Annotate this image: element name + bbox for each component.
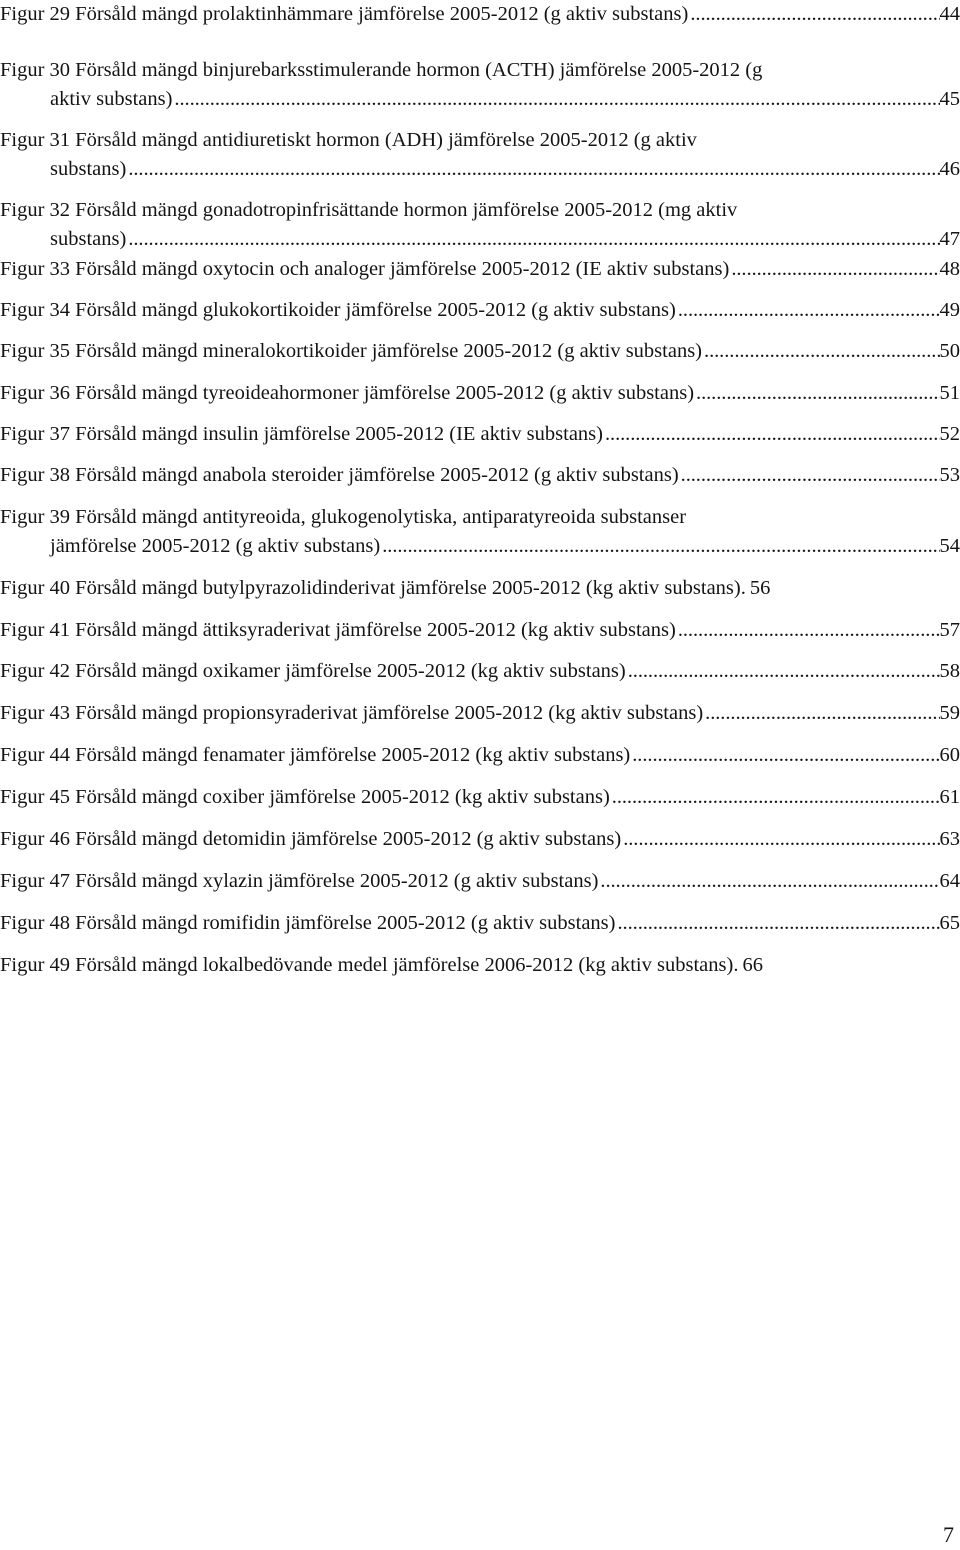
toc-dot-leader: [694, 379, 939, 407]
toc-entry-continuation-line: [0, 225, 960, 253]
toc-dot-leader: [630, 741, 939, 769]
toc-entry-page: 61: [939, 786, 960, 808]
toc-entry-title: Figur 29 Försåld mängd prolaktinhämmare jämförelse 2005-2012 (g aktiv substans): [0, 3, 689, 25]
toc-entry-title: Figur 36 Försåld mängd tyreoideahormoner jämförelse 2005-2012 (g aktiv substans): [0, 382, 695, 404]
toc-entry-page: 65: [939, 912, 960, 934]
toc-entry-page: 46: [939, 158, 960, 180]
toc-entry-title: Figur 40 Försåld mängd butylpyrazolidinderivat jämförelse 2005-2012 (kg aktiv substans): [0, 577, 741, 599]
toc-dot-leader: [172, 85, 939, 113]
toc-dot-leader: [703, 699, 939, 727]
toc-dot-leader: [598, 867, 939, 895]
toc-entry-continuation-line: [0, 85, 960, 113]
toc-entry-title: Figur 45 Försåld mängd coxiber jämförelse 2005-2012 (kg aktiv substans): [0, 786, 610, 808]
toc-entry-line: [0, 951, 960, 979]
toc-entry-page: 50: [939, 340, 960, 362]
toc-entry-line: [0, 461, 960, 489]
toc-dot-leader: [610, 783, 940, 811]
toc-dot-leader: [688, 0, 939, 28]
toc-entry-page: 52: [939, 423, 960, 445]
toc-entry[interactable]: [0, 867, 960, 896]
toc-entry-line: [0, 867, 960, 895]
toc-entry-page: 59: [939, 702, 960, 724]
toc-entry-page: 51: [939, 382, 960, 404]
toc-entry-title: Figur 42 Försåld mängd oxikamer jämförelse 2005-2012 (kg aktiv substans): [0, 660, 626, 682]
toc-entry-title: jämförelse 2005-2012 (g aktiv substans): [50, 535, 381, 557]
toc-dot-leader: [733, 951, 742, 979]
toc-entry-title: Figur 33 Försåld mängd oxytocin och analoger jämförelse 2005-2012 (IE aktiv substans): [0, 258, 730, 280]
toc-entry-title: aktiv substans): [50, 88, 173, 110]
toc-entry-title: Figur 44 Försåld mängd fenamater jämförelse 2005-2012 (kg aktiv substans): [0, 744, 631, 766]
toc-entry[interactable]: [0, 951, 960, 980]
toc-entry[interactable]: [0, 783, 960, 812]
toc-entry-continuation-line: [0, 532, 960, 560]
toc-entry[interactable]: [0, 255, 960, 284]
toc-dot-leader: [676, 616, 940, 644]
toc-entry-page: 54: [939, 535, 960, 557]
toc-entry[interactable]: [0, 699, 960, 728]
toc-dot-leader: [679, 461, 940, 489]
toc-entry[interactable]: [0, 420, 960, 449]
toc-entry-line: [0, 825, 960, 853]
toc-entry[interactable]: [0, 616, 960, 645]
toc-dot-leader: [616, 909, 940, 937]
toc-entry-line: [0, 503, 960, 531]
toc-entry-line: [0, 657, 960, 685]
toc-entry[interactable]: [0, 0, 960, 29]
toc-dot-leader: [702, 337, 939, 365]
toc-entry-page: 63: [939, 828, 960, 850]
toc-entry-line: [0, 783, 960, 811]
toc-entry[interactable]: [0, 825, 960, 854]
toc-dot-leader: [729, 255, 939, 283]
toc-entry-title: substans): [50, 228, 127, 250]
toc-entry-line: [0, 616, 960, 644]
toc-entry-page: 48: [939, 258, 960, 280]
page-number: 7: [943, 1522, 954, 1547]
toc-entry[interactable]: [0, 56, 960, 114]
toc-entry-title: Figur 47 Försåld mängd xylazin jämförelse 2005-2012 (g aktiv substans): [0, 870, 599, 892]
toc-entry-line: [0, 255, 960, 283]
toc-entry-page: 58: [939, 660, 960, 682]
toc-dot-leader: [603, 420, 940, 448]
toc-dot-leader: [626, 657, 940, 685]
toc-entry-title: Figur 31 Försåld mängd antidiuretiskt hormon (ADH) jämförelse 2005-2012 (g aktiv: [0, 129, 697, 151]
toc-entry-title: Figur 37 Försåld mängd insulin jämförelse 2005-2012 (IE aktiv substans): [0, 423, 603, 445]
toc-dot-leader: [380, 532, 939, 560]
toc-entry-line: [0, 337, 960, 365]
toc-entry-line: [0, 296, 960, 324]
toc-entry-line: [0, 699, 960, 727]
toc-entry-page: 49: [939, 299, 960, 321]
toc-entry[interactable]: [0, 909, 960, 938]
toc-entry[interactable]: [0, 503, 960, 561]
toc-entry[interactable]: [0, 296, 960, 325]
toc-entry-page: 47: [939, 228, 960, 250]
toc-entry-page: 60: [939, 744, 960, 766]
toc-entry-page: 64: [939, 870, 960, 892]
toc-dot-leader: [126, 225, 939, 253]
toc-entry-title: Figur 41 Försåld mängd ättiksyraderivat jämförelse 2005-2012 (kg aktiv substans): [0, 619, 676, 641]
toc-entry-page: 44: [939, 3, 960, 25]
toc-entry-page: 45: [939, 88, 960, 110]
toc-entry-title: substans): [50, 158, 127, 180]
toc-entry[interactable]: [0, 741, 960, 770]
toc-dot-leader: [741, 574, 750, 602]
toc-entry-line: [0, 741, 960, 769]
toc-entry[interactable]: [0, 337, 960, 366]
toc-entry[interactable]: [0, 379, 960, 408]
toc-entry-title: Figur 38 Försåld mängd anabola steroider jämförelse 2005-2012 (g aktiv substans): [0, 464, 679, 486]
toc-entry-title: Figur 32 Försåld mängd gonadotropinfrisättande hormon jämförelse 2005-2012 (mg aktiv: [0, 199, 738, 221]
toc-entry-line: [0, 420, 960, 448]
toc-entry-line: [0, 126, 960, 154]
toc-entry[interactable]: [0, 196, 960, 254]
toc-entry-page: 53: [939, 464, 960, 486]
toc-entry-page: 66: [742, 954, 763, 976]
toc-entry-line: [0, 56, 960, 84]
toc-entry-title: Figur 35 Försåld mängd mineralokortikoider jämförelse 2005-2012 (g aktiv substans): [0, 340, 703, 362]
toc-entry[interactable]: [0, 126, 960, 184]
toc-entry-line: [0, 574, 960, 602]
toc-entry-page: 57: [939, 619, 960, 641]
toc-dot-leader: [676, 296, 940, 324]
toc-entry-line: [0, 196, 960, 224]
toc-entry-title: Figur 48 Försåld mängd romifidin jämförelse 2005-2012 (g aktiv substans): [0, 912, 616, 934]
toc-entry-line: [0, 0, 960, 28]
toc-entry-title: Figur 46 Försåld mängd detomidin jämförelse 2005-2012 (g aktiv substans): [0, 828, 622, 850]
toc-entry[interactable]: [0, 574, 960, 603]
toc-entry-line: [0, 909, 960, 937]
toc-dot-leader: [621, 825, 939, 853]
toc-entry-page: 56: [749, 577, 771, 599]
toc-entry[interactable]: [0, 657, 960, 686]
toc-entry-line: [0, 379, 960, 407]
toc-entry[interactable]: [0, 461, 960, 490]
toc-dot-leader: [126, 155, 939, 183]
toc-entry-title: Figur 39 Försåld mängd antityreoida, glukogenolytiska, antiparatyreoida substanser: [0, 506, 687, 528]
toc-entry-continuation-line: [0, 155, 960, 183]
toc-entry-title: Figur 34 Försåld mängd glukokortikoider jämförelse 2005-2012 (g aktiv substans): [0, 299, 676, 321]
toc-entry-title: Figur 43 Försåld mängd propionsyraderivat jämförelse 2005-2012 (kg aktiv substans): [0, 702, 704, 724]
toc-entry-title: Figur 30 Försåld mängd binjurebarksstimulerande hormon (ACTH) jämförelse 2005-2012 (g: [0, 59, 763, 81]
toc-entry-title: Figur 49 Försåld mängd lokalbedövande medel jämförelse 2006-2012 (kg aktiv substans): [0, 954, 734, 976]
